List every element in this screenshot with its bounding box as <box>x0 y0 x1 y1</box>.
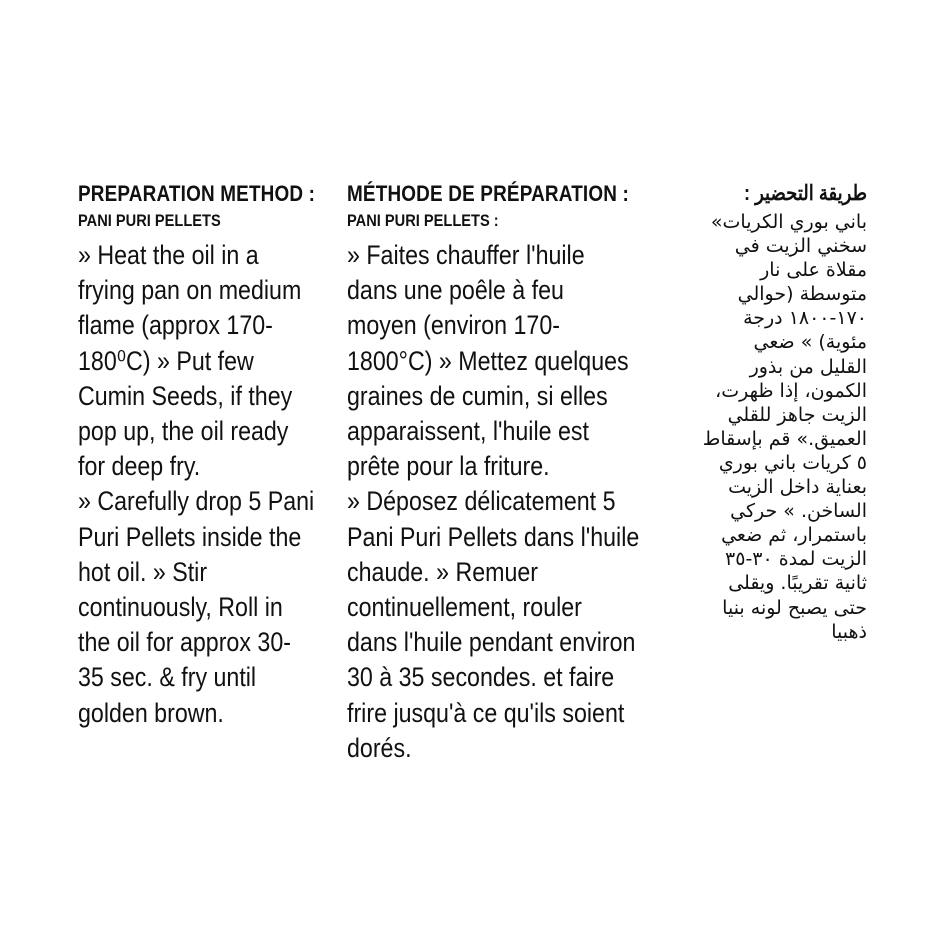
french-line: continuellement, rouler <box>347 592 582 623</box>
french-line: moyen (environ 170- <box>347 310 560 341</box>
arabic-line: مئوية) » ضعي <box>753 331 867 354</box>
english-line: hot oil. » Stir <box>78 556 208 587</box>
english-line: 180⁰C) » Put few <box>78 345 254 376</box>
english-line: pop up, the oil ready <box>78 416 289 447</box>
english-line: continuously, Roll in <box>78 592 283 623</box>
french-column <box>347 180 665 766</box>
english-line: Puri Pellets inside the <box>78 521 302 552</box>
english-line: » Carefully drop 5 Pani <box>78 486 315 517</box>
french-line: frire jusqu'à ce qu'ils soient <box>347 697 625 728</box>
french-line: 30 à 35 secondes. et faire <box>347 662 615 693</box>
arabic-line: ثانية تقريبًا. ويقلى <box>728 572 867 595</box>
arabic-line: القليل من بذور <box>749 355 867 378</box>
arabic-line: الزيت لمدة ٣٠-٣٥ <box>725 548 867 571</box>
english-line: » Heat the oil in a <box>78 240 259 270</box>
english-heading: PREPARATION METHOD : <box>78 181 316 206</box>
arabic-line: باني بوري الكريات» <box>710 211 867 233</box>
english-line: Cumin Seeds, if they <box>78 380 293 411</box>
french-line: dans une poêle à feu <box>347 275 564 306</box>
english-line: for deep fry. <box>78 451 201 482</box>
french-line: dorés. <box>347 732 412 763</box>
french-line: 1800°C) » Mettez quelques <box>347 345 629 376</box>
arabic-line: العميق.» قم بإسقاط <box>702 427 867 450</box>
arabic-line: ١٧٠-١٨٠٠ درجة <box>743 307 867 330</box>
arabic-line: بعناية داخل الزيت <box>728 476 867 499</box>
arabic-column <box>662 180 867 644</box>
arabic-line: الزيت جاهز للقلي <box>727 403 867 426</box>
french-line: prête pour la friture. <box>347 451 550 482</box>
french-subheading: PANI PURI PELLETS : <box>347 211 499 230</box>
english-line: flame (approx 170- <box>78 310 273 341</box>
english-line: the oil for approx 30- <box>78 627 291 658</box>
english-line: golden brown. <box>78 697 224 728</box>
arabic-line: حتى يصبح لونه بنيا <box>722 596 867 619</box>
arabic-line: باستمرار، ثم ضعي <box>721 524 867 547</box>
french-line: Pani Puri Pellets dans l'huile <box>347 521 640 552</box>
arabic-line: ٥ كريات باني بوري <box>718 451 867 474</box>
arabic-line: الساخن. » حركي <box>730 500 867 523</box>
arabic-line: متوسطة (حوالي <box>737 283 867 306</box>
french-line: » Déposez délicatement 5 <box>347 486 616 517</box>
arabic-line: الكمون، إذا ظهرت، <box>715 379 867 402</box>
arabic-line: سخني الزيت في <box>734 235 867 258</box>
french-heading: MÉTHODE DE PRÉPARATION : <box>347 181 629 206</box>
french-line: dans l'huile pendant environ <box>347 627 636 658</box>
english-instructions <box>78 238 346 731</box>
french-line: apparaissent, l'huile est <box>347 416 589 447</box>
french-instructions <box>347 238 665 766</box>
english-subheading: PANI PURI PELLETS <box>78 211 221 230</box>
english-line: 35 sec. & fry until <box>78 662 257 693</box>
french-line: » Faites chauffer l'huile <box>347 240 585 270</box>
french-line: graines de cumin, si elles <box>347 380 608 411</box>
arabic-heading: طريقة التحضير : <box>744 182 867 205</box>
arabic-line: ذهبيا <box>831 620 867 643</box>
english-column <box>78 180 346 731</box>
arabic-line: مقلاة على نار <box>760 259 867 282</box>
french-line: chaude. » Remuer <box>347 556 539 587</box>
english-line: frying pan on medium <box>78 275 302 306</box>
arabic-instructions <box>662 210 867 644</box>
